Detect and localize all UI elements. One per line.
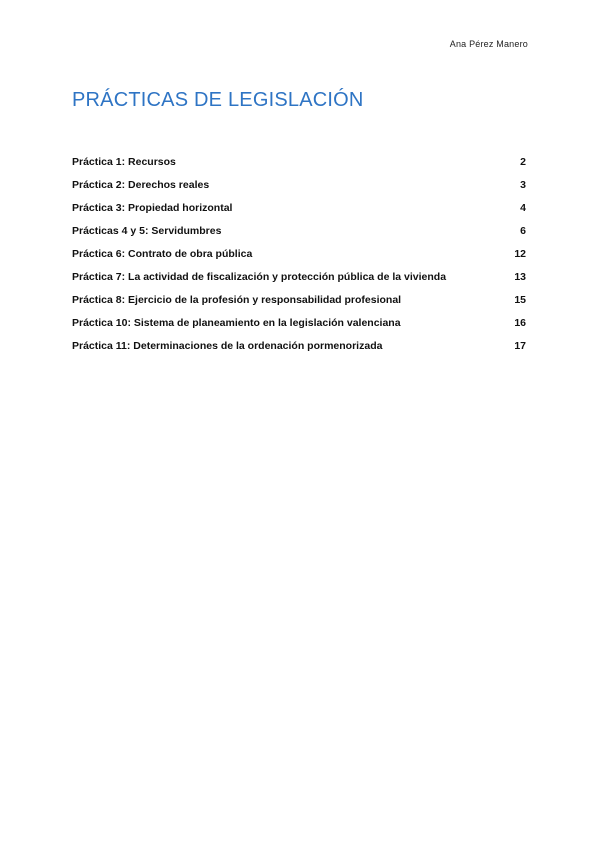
toc-entry-page: 15 <box>514 294 526 306</box>
toc-entry-page: 17 <box>514 340 526 352</box>
toc-entry-label: Práctica 7: La actividad de fiscalización y protección pública de la vivienda <box>72 271 447 283</box>
toc-entry-label: Práctica 6: Contrato de obra pública <box>72 248 253 260</box>
toc-entry[interactable] <box>72 202 528 225</box>
toc-entry-page: 13 <box>514 271 526 283</box>
toc-entry-label: Práctica 11: Determinaciones de la ordenación pormenorizada <box>72 340 383 352</box>
toc-entry-label: Práctica 1: Recursos <box>72 156 176 168</box>
toc-entry[interactable] <box>72 225 528 248</box>
table-of-contents <box>72 156 528 363</box>
toc-entry[interactable] <box>72 179 528 202</box>
toc-entry[interactable] <box>72 156 528 179</box>
toc-entry[interactable] <box>72 294 528 317</box>
toc-entry-page: 2 <box>520 156 526 168</box>
toc-entry-label: Prácticas 4 y 5: Servidumbres <box>72 225 222 237</box>
toc-entry-page: 12 <box>514 248 526 260</box>
toc-entry[interactable] <box>72 248 528 271</box>
header-author: Ana Pérez Manero <box>449 39 528 49</box>
toc-entry-label: Práctica 3: Propiedad horizontal <box>72 202 233 214</box>
document-title: PRÁCTICAS DE LEGISLACIÓN <box>72 89 364 111</box>
toc-entry[interactable] <box>72 317 528 340</box>
toc-entry-label: Práctica 10: Sistema de planeamiento en la legislación valenciana <box>72 317 401 329</box>
toc-entry-page: 6 <box>520 225 526 237</box>
toc-entry[interactable] <box>72 271 528 294</box>
toc-entry-page: 16 <box>514 317 526 329</box>
toc-entry-label: Práctica 8: Ejercicio de la profesión y responsabilidad profesional <box>72 294 402 306</box>
toc-entry-page: 3 <box>520 179 526 191</box>
toc-entry-page: 4 <box>520 202 526 214</box>
toc-entry[interactable] <box>72 340 528 363</box>
toc-entry-label: Práctica 2: Derechos reales <box>72 179 210 191</box>
